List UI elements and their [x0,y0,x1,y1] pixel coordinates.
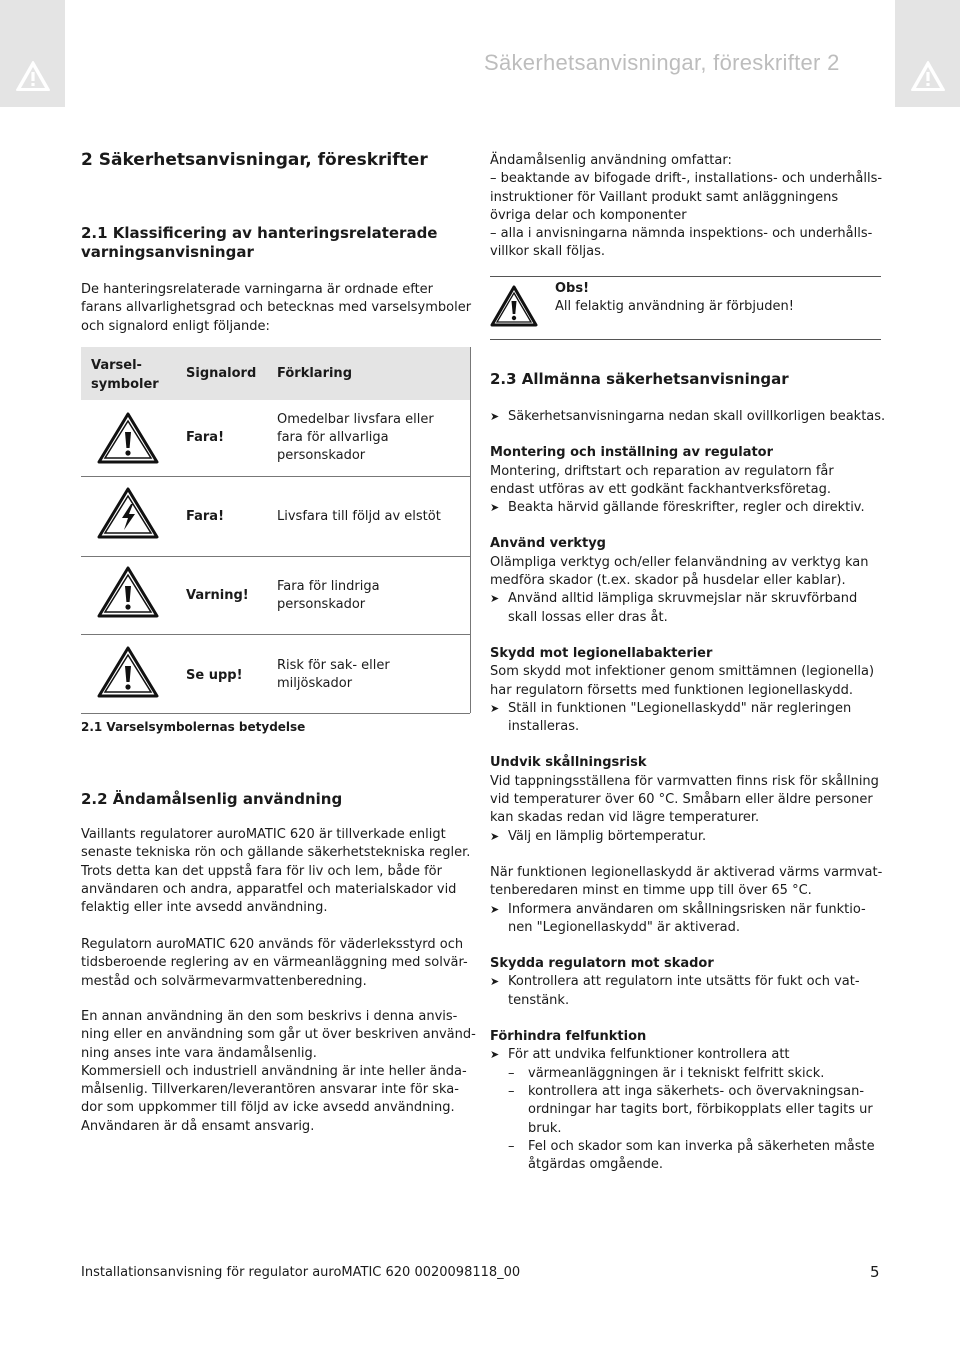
bullet-item: ➤ För att undvika felfunktioner kontrollera att [490,1046,890,1064]
header-explanation: Förklaring [277,366,352,381]
text-line: Omedelbar livsfara eller [277,412,434,427]
text-line: När funktionen legionellaskydd är aktiverad värms varmvat- [490,864,883,880]
text-line: dor som uppkommer till följd av icke avsedd användning. [81,1100,455,1116]
bullet-item [490,901,890,938]
signal-word: Se upp! [186,668,243,683]
text-line: villkor skall följas. [490,244,606,260]
text-line: En annan användning än den som beskrivs i denna anvis- [81,1009,458,1024]
text-line: har regulatorn försetts med funktionen legionellaskydd. [490,682,854,698]
warning-triangle-icon [15,60,51,92]
obs-top-rule [490,276,881,277]
text-line: användaren och andra, apparatfel och materialskador vid [81,881,457,897]
obs-text: All felaktig användning är förbjuden! [555,299,794,314]
text-line: Montering, driftstart och reparation av regulatorn får [490,463,834,479]
text-line: – kontrollera att inga säkerhets- och övervakningsan- [528,1083,865,1099]
text-line: målsenlig. Tillverkaren/leverantören ansvarar inte för ska- [81,1082,459,1098]
text-line: Risk för sak- eller [277,658,390,673]
header-tab-left [0,0,65,107]
text-line: felaktig eller inte avsedd användning. [81,900,328,916]
text-line: personskador [277,448,366,463]
warning-triangle-icon [97,566,159,618]
text-line: tenberedaren minst en timme upp till över 65 °C. [490,883,812,899]
text-line: fara för allvarliga [277,430,389,445]
text-line: tidsberoende reglering av en värmeanläggning med solvär- [81,955,468,971]
subsection-title: Skydd mot legionellabakterier [490,645,713,661]
text-line: medföra skador (t.ex. skador på husdelar eller kablar). [490,573,846,589]
text-line: ning anses inte vara ändamålsenlig. [81,1045,317,1061]
text-line: senaste tekniska rön och gällande säkerhetstekniska regler. [81,845,471,861]
text-line: Trots detta kan det uppstå fara för liv och lem, både för [81,863,442,879]
text-line: ➤ Använd alltid lämpliga skruvmejslar när skruvförband [508,591,858,607]
text-line: tenstänk. [508,992,570,1008]
dash-item [490,1138,890,1175]
heading-line: 2.1 Klassificering av hanteringsrelaterade [81,224,438,242]
text-line: och signalord enligt följande: [81,318,270,334]
paragraph [81,1008,476,1136]
text-line: skall lossas eller dras åt. [508,609,668,625]
text-line: Ändamålsenlig användning omfattar: [490,153,732,168]
electric-shock-icon [97,487,159,539]
subsection-title: Undvik skållningsrisk [490,755,647,771]
header-symbols [91,356,159,394]
footer-text: Installationsanvisning för regulator auroMATIC 620 0020098118_00 [81,1265,521,1280]
text-line: Vid tappningsställena för varmvatten finns risk för skållning [490,773,879,789]
text-line: Regulatorn auroMATIC 620 används för väderleksstyrd och [81,937,464,952]
warning-triangle-icon [97,412,159,464]
table-caption: 2.1 Varselsymbolernas betydelse [81,720,306,734]
section-heading-2-1 [81,224,437,262]
table-right-border [470,347,471,713]
signal-word: Fara! [186,509,225,524]
text-line: endast utföras av ett godkänt fackhantverksföretag. [490,481,831,497]
text-line: – beaktande av bifogade drift-, installations- och underhålls- [490,171,883,187]
text-line: Livsfara till följd av elstöt [277,509,441,524]
warning-triangle-icon [97,646,159,698]
row-divider [81,634,470,635]
bullet-item: ➤ Välj en lämplig börtemperatur. [490,828,890,846]
text-line: ➤ Ställ in funktionen "Legionellaskydd" när regleringen [508,700,852,716]
usage-paragraph [490,152,882,262]
text-line: Olämpliga verktyg och/eller felanvändning av verktyg kan [490,554,869,570]
signal-word: Fara! [186,430,225,445]
explanation-text [277,657,390,693]
explanation-text [277,411,434,465]
bullet-item [490,590,890,627]
text-line: miljöskador [277,676,353,691]
paragraph [81,826,470,917]
section-heading-2-3: 2.3 Allmänna säkerhetsanvisningar [490,370,789,388]
row-divider [81,476,470,477]
text-line: instruktioner för Vaillant produkt samt anläggningens [490,189,839,205]
text-line: Vaillants regulatorer auroMATIC 620 är tillverkade enligt [81,827,446,842]
text-line: bruk. [528,1120,562,1136]
text-line: De hanteringsrelaterade varningarna är ordnade efter [81,282,434,297]
explanation-text [277,578,380,614]
text-line: ➤ Informera användaren om skållningsrisken när funktio- [508,901,866,917]
text-line: installeras. [508,719,580,735]
signal-word: Varning! [186,588,249,603]
explanation-text [277,508,441,526]
intro-paragraph [81,281,471,336]
row-divider [81,556,470,557]
text-line: Användaren är då ensamt ansvarig. [81,1118,315,1134]
heading-line: varningsanvisningar [81,243,254,261]
text-line: – alla i anvisningarna nämnda inspektions- och underhålls- [490,226,873,242]
running-header: Säkerhetsanvisningar, föreskrifter 2 [484,50,840,75]
text-line: nen "Legionellaskydd" är aktiverad. [508,919,741,935]
warning-triangle-icon [910,60,946,92]
warning-triangle-icon [490,285,538,327]
text-line: meståd och solvärmevarmvattenberedning. [81,973,367,989]
bullet-item: ➤ Beakta härvid gällande föreskrifter, regler och direktiv. [490,499,890,517]
text-line: övriga delar och komponenter [490,207,687,223]
text-line: Kommersiell och industriell användning är inte heller ända- [81,1063,467,1079]
text-line: åtgärdas omgående. [528,1157,663,1173]
text-line: vid temperaturer över 60 °C. Småbarn eller äldre personer [490,792,873,808]
bullet-item: ➤ Säkerhetsanvisningarna nedan skall ovillkorligen beaktas. [490,408,890,426]
header-line: Varsel- [91,358,142,373]
text-line: personskador [277,597,366,612]
table-bottom-border [81,713,470,714]
bullet-item [490,973,890,1010]
text-line: kan skadas redan vid lägre temperaturer. [490,810,760,826]
subsection-title: Montering och inställning av regulator [490,445,774,461]
header-signal: Signalord [186,366,257,381]
dash-item [490,1083,890,1138]
text-line: Som skydd mot infektioner genom smittämnen (legionella) [490,664,875,680]
dash-item: – värmeanläggningen är i tekniskt felfritt skick. [490,1065,890,1083]
text-line: ordningar har tagits bort, förbikopplats eller tagits ur [528,1102,873,1118]
table-header-row [81,347,470,400]
section-heading-2: 2 Säkerhetsanvisningar, föreskrifter [81,150,428,170]
text-line: farans allvarlighetsgrad och betecknas med varselsymboler [81,300,472,316]
bullet-item [490,700,890,737]
header-tab-right [895,0,960,107]
page-number: 5 [870,1263,880,1281]
obs-title: Obs! [555,281,590,296]
subsection-title: Skydda regulatorn mot skador [490,956,714,972]
obs-bottom-rule [490,339,881,340]
text-line: – Fel och skador som kan inverka på säkerheten måste [528,1138,875,1154]
text-line: Fara för lindriga [277,579,380,594]
section-heading-2-2: 2.2 Ändamålsenlig användning [81,790,343,808]
header-line: symboler [91,377,159,392]
subsection-title: Förhindra felfunktion [490,1029,647,1045]
text-line: ning eller en användning som går ut över beskriven använd- [81,1027,476,1043]
subsection-title: Använd verktyg [490,536,606,552]
general-instructions [490,408,890,1174]
paragraph [81,936,468,991]
text-line: ➤ Kontrollera att regulatorn inte utsätts för fukt och vat- [508,974,860,990]
